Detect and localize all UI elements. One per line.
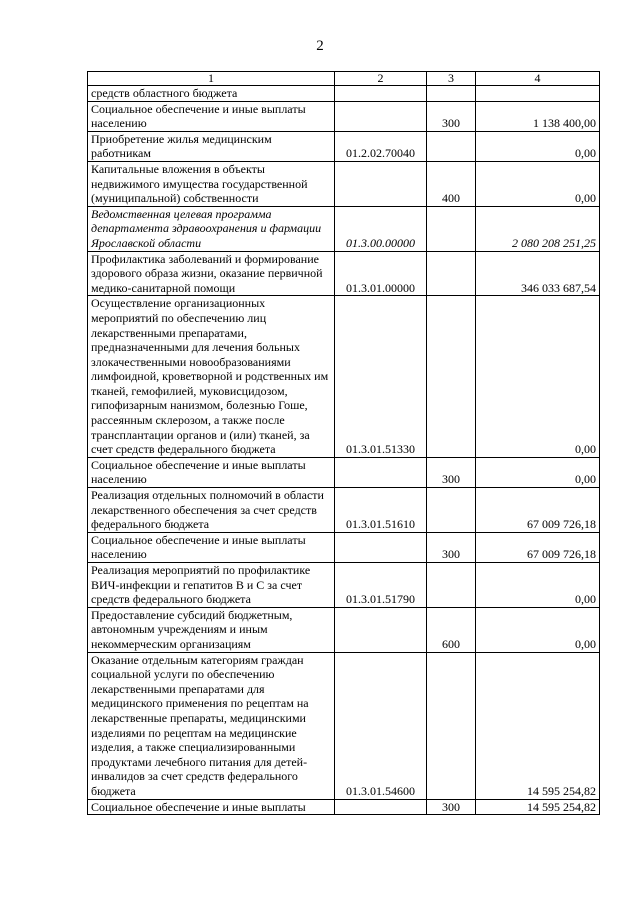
table-row: [88, 457, 600, 487]
table-row: [88, 532, 600, 562]
row-code-cell: [335, 86, 427, 102]
row-amount-cell: 1 138 400,00: [476, 101, 600, 131]
row-code-cell: 01.3.01.00000: [335, 251, 427, 296]
row-type-cell: [427, 251, 476, 296]
row-amount-cell: 0,00: [476, 296, 600, 458]
row-amount-cell: 0,00: [476, 131, 600, 161]
row-name-cell: Профилактика заболеваний и формирование здорового образа жизни, оказание первичной медико-санитарной помощи: [88, 251, 335, 296]
row-code-cell: 01.3.01.51610: [335, 488, 427, 533]
row-name-cell: Капитальные вложения в объекты недвижимого имущества государственной (муниципальной) собственности: [88, 161, 335, 206]
row-amount-cell: 0,00: [476, 161, 600, 206]
table-row: [88, 101, 600, 131]
row-name-cell: Социальное обеспечение и иные выплаты населению: [88, 101, 335, 131]
table-header-row: [88, 72, 600, 86]
row-code-cell: 01.2.02.70040: [335, 131, 427, 161]
table-row: [88, 206, 600, 251]
column-header-4: 4: [476, 72, 600, 86]
row-type-cell: 300: [427, 799, 476, 815]
row-name-cell: средств областного бюджета: [88, 86, 335, 102]
row-type-cell: 300: [427, 101, 476, 131]
column-header-2: 2: [335, 72, 427, 86]
row-code-cell: 01.3.01.51790: [335, 563, 427, 608]
row-name-cell: Реализация мероприятий по профилактике ВИЧ-инфекции и гепатитов В и С за счет средств федерального бюджета: [88, 563, 335, 608]
row-code-cell: 01.3.00.00000: [335, 206, 427, 251]
row-code-cell: [335, 161, 427, 206]
row-type-cell: 400: [427, 161, 476, 206]
row-type-cell: [427, 652, 476, 799]
row-code-cell: [335, 607, 427, 652]
table-row: [88, 607, 600, 652]
row-amount-cell: 14 595 254,82: [476, 799, 600, 815]
row-amount-cell: 67 009 726,18: [476, 532, 600, 562]
row-amount-cell: [476, 86, 600, 102]
row-code-cell: [335, 101, 427, 131]
column-header-3: 3: [427, 72, 476, 86]
table-row: [88, 86, 600, 102]
table-row: [88, 652, 600, 799]
row-type-cell: [427, 206, 476, 251]
row-name-cell: Социальное обеспечение и иные выплаты: [88, 799, 335, 815]
row-amount-cell: 67 009 726,18: [476, 488, 600, 533]
row-type-cell: [427, 488, 476, 533]
row-name-cell: Реализация отдельных полномочий в области лекарственного обеспечения за счет средств федерального бюджета: [88, 488, 335, 533]
table-row: [88, 488, 600, 533]
table-body: [88, 86, 600, 815]
row-amount-cell: 346 033 687,54: [476, 251, 600, 296]
row-type-cell: 300: [427, 532, 476, 562]
row-name-cell: Оказание отдельным категориям граждан социальной услуги по обеспечению лекарственными препаратами для медицинского применения по рецептам на лекарственные препараты, медицинскими изделиями по рецептам на медицинские изделия, а также специализированными продуктами лечебного питания для детей-инвалидов за счет средств федерального бюджета: [88, 652, 335, 799]
row-type-cell: [427, 563, 476, 608]
row-code-cell: [335, 799, 427, 815]
row-code-cell: 01.3.01.54600: [335, 652, 427, 799]
row-name-cell: Осуществление организационных мероприятий по обеспечению лиц лекарственными препаратами, предназначенными для лечения больных злокачественными новообразованиями лимфоидной, кроветворной и родственных им тканей, гемофилией, муковисцидозом, гипофизарным нанизмом, болезнью Гоше, рассеянным склерозом, а также после трансплантации органов и (или) тканей, за счет средств федерального бюджета: [88, 296, 335, 458]
row-amount-cell: 0,00: [476, 607, 600, 652]
page-number: 2: [316, 38, 324, 54]
row-amount-cell: 14 595 254,82: [476, 652, 600, 799]
row-code-cell: [335, 532, 427, 562]
row-type-cell: [427, 86, 476, 102]
row-name-cell: Предоставление субсидий бюджетным, автономным учреждениям и иным некоммерческим организациям: [88, 607, 335, 652]
row-amount-cell: 2 080 208 251,25: [476, 206, 600, 251]
row-type-cell: [427, 296, 476, 458]
row-type-cell: [427, 131, 476, 161]
table-row: [88, 251, 600, 296]
row-type-cell: 600: [427, 607, 476, 652]
row-type-cell: 300: [427, 457, 476, 487]
row-code-cell: 01.3.01.51330: [335, 296, 427, 458]
table-row: [88, 799, 600, 815]
row-name-cell: Ведомственная целевая программа департамента здравоохранения и фармации Ярославской области: [88, 206, 335, 251]
column-header-1: 1: [88, 72, 335, 86]
row-amount-cell: 0,00: [476, 457, 600, 487]
budget-table: [87, 71, 600, 815]
row-code-cell: [335, 457, 427, 487]
row-amount-cell: 0,00: [476, 563, 600, 608]
table-row: [88, 563, 600, 608]
table-row: [88, 296, 600, 458]
row-name-cell: Приобретение жилья медицинским работникам: [88, 131, 335, 161]
table-row: [88, 161, 600, 206]
row-name-cell: Социальное обеспечение и иные выплаты населению: [88, 457, 335, 487]
row-name-cell: Социальное обеспечение и иные выплаты населению: [88, 532, 335, 562]
table-row: [88, 131, 600, 161]
